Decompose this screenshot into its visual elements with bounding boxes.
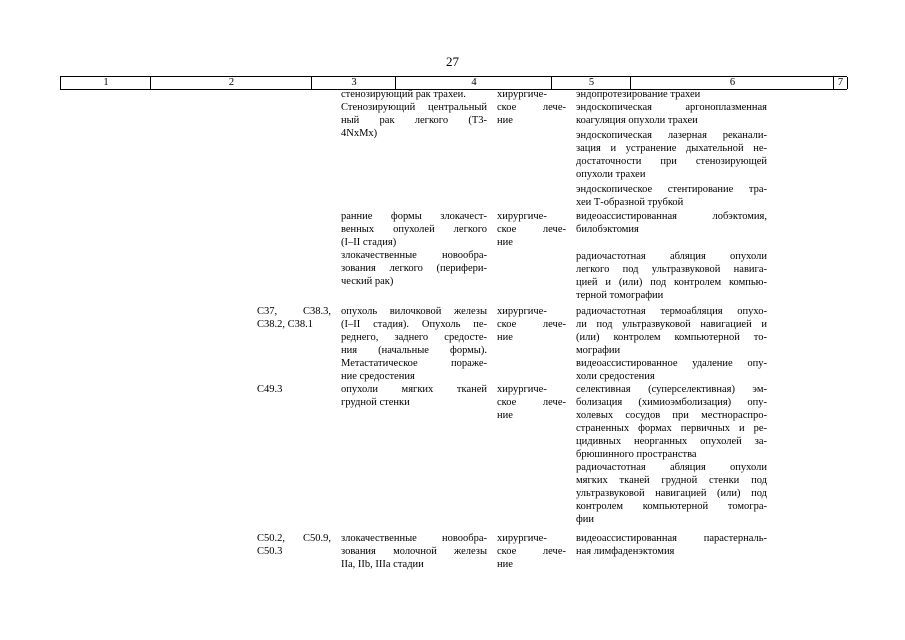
- text-line: C50.3: [257, 545, 283, 557]
- diagnosis-chest-wall-tumor: [341, 384, 487, 410]
- treatment-type: [497, 533, 566, 572]
- method-mediastinal-tumor-removal: [576, 358, 767, 384]
- text-line: видеоассистированная парастерналь-: [576, 533, 767, 544]
- text-line: мографии: [576, 344, 621, 356]
- icd-code-c50: [257, 533, 331, 559]
- text-line: коагуляция опухоли трахеи: [576, 114, 698, 126]
- text-line: грудной стенки: [341, 396, 410, 408]
- method-video-lobectomy: [576, 211, 767, 237]
- text-line: хирургиче-: [497, 384, 547, 395]
- text-line: зования легкого (перифери-: [341, 262, 487, 274]
- icd-code-c49: [257, 384, 331, 397]
- method-thymus-rf-thermoablation: [576, 306, 767, 358]
- text-line: венных опухолей легкого: [341, 223, 487, 235]
- text-line: хирургиче-: [497, 533, 547, 544]
- text-line: ское лече-: [497, 223, 566, 235]
- text-line: ние: [497, 409, 513, 421]
- treatment-type: [497, 211, 566, 250]
- method-lung-rf-ablation: [576, 251, 767, 303]
- text-line: холевых сосудов при местнораспро-: [576, 409, 767, 421]
- treatment-type: [497, 306, 566, 345]
- method-endoscopic-stenting: [576, 184, 767, 210]
- text-line: зования молочной железы: [341, 545, 487, 557]
- text-line: терной томографии: [576, 289, 664, 301]
- treatment-type: [497, 89, 566, 128]
- table-header-row: [60, 76, 847, 90]
- text-line: радиочастотная абляция опухоли: [576, 462, 767, 473]
- text-line: Метастатическое пораже-: [341, 357, 487, 369]
- text-line: C38.2, C38.1: [257, 318, 314, 330]
- text-line: холи средостения: [576, 370, 655, 382]
- text-line: IIa, IIb, IIIa стадии: [341, 558, 424, 570]
- text-line: ское лече-: [497, 101, 566, 113]
- header-cell-4: 4: [395, 77, 552, 89]
- method-selective-embolization: [576, 384, 767, 461]
- text-line: ние средостения: [341, 370, 415, 382]
- header-cell-7: 7: [833, 77, 848, 89]
- text-line: радиочастотная термоабляция опухо-: [576, 306, 767, 317]
- text-line: ли под ультразвуковой навигацией и: [576, 318, 767, 330]
- text-line: ние: [497, 558, 513, 570]
- text-line: C50.2, C50.9,: [257, 533, 331, 544]
- text-line: ние: [497, 114, 513, 126]
- text-line: цией и (или) под контролем компью-: [576, 276, 767, 288]
- text-line: стенозирующий рак трахеи.: [341, 89, 466, 100]
- header-cell-3: 3: [311, 77, 396, 89]
- text-line: Стенозирующий центральный: [341, 101, 487, 113]
- text-line: ское лече-: [497, 318, 566, 330]
- header-cell-6: 6: [630, 77, 834, 89]
- text-line: C37, C38.3,: [257, 306, 331, 317]
- text-line: ское лече-: [497, 545, 566, 557]
- header-cell-2: 2: [150, 77, 312, 89]
- text-line: страненных формах первичных и ре-: [576, 422, 767, 434]
- diagnosis-thymus-tumor: [341, 306, 487, 383]
- text-line: фии: [576, 513, 595, 525]
- text-line: (или) контролем компьютерной то-: [576, 331, 767, 343]
- text-line: ние: [497, 236, 513, 248]
- method-parasternal-lymphadenectomy: [576, 533, 767, 559]
- text-line: эндоскопическое стентирование тра-: [576, 184, 767, 195]
- text-line: опухоли трахеи: [576, 168, 646, 180]
- text-line: злокачественные новообра-: [341, 250, 487, 261]
- text-line: контролем компьютерной томогра-: [576, 500, 767, 512]
- text-line: видеоассистированная лобэктомия,: [576, 211, 767, 222]
- text-line: злокачественные новообра-: [341, 533, 487, 544]
- text-line: видеоассистированное удаление опу-: [576, 358, 767, 369]
- text-line: эндоскопическая аргоноплазменная: [576, 102, 767, 113]
- diagnosis-trachea-cancer: [341, 89, 487, 141]
- header-cell-1: 1: [60, 77, 151, 89]
- text-line: цидивных неорганных опухолей за-: [576, 435, 767, 447]
- method-argon-plasma-coagulation: [576, 102, 767, 128]
- icd-code-c37: [257, 306, 331, 332]
- text-line: ческий рак): [341, 275, 394, 287]
- diagnosis-peripheral-lung-cancer: [341, 250, 487, 289]
- page-number: 27: [446, 54, 459, 69]
- text-line: болизация (химиоэмболизация) опу-: [576, 396, 767, 408]
- text-line: ния (начальные формы).: [341, 344, 487, 356]
- text-line: брюшинного пространства: [576, 448, 697, 460]
- diagnosis-breast-cancer: [341, 533, 487, 572]
- text-line: C49.3: [257, 384, 283, 395]
- method-laser-recanalization: [576, 130, 767, 182]
- header-cell-5: 5: [551, 77, 631, 89]
- text-line: билобэктомия: [576, 223, 639, 235]
- text-line: достаточности при стенозирующей: [576, 155, 767, 167]
- text-line: селективная (суперселективная) эм-: [576, 384, 767, 395]
- treatment-type: [497, 384, 566, 423]
- text-line: ультразвуковой навигацией (или) под: [576, 487, 767, 499]
- method-tracheal-endoprosthesis: [576, 89, 767, 102]
- diagnosis-early-lung-tumors: [341, 211, 487, 250]
- text-line: ское лече-: [497, 396, 566, 408]
- text-line: мягких тканей грудной стенки под: [576, 474, 767, 486]
- text-line: (I–II стадия). Опухоль пе-: [341, 318, 487, 330]
- text-line: эндоскопическая лазерная реканали-: [576, 130, 767, 141]
- text-line: хирургиче-: [497, 89, 547, 100]
- text-line: хирургиче-: [497, 211, 547, 222]
- text-line: ние: [497, 331, 513, 343]
- text-line: (I–II стадия): [341, 236, 397, 248]
- text-line: ная лимфаденэктомия: [576, 545, 675, 557]
- text-line: хеи Т-образной трубкой: [576, 196, 684, 208]
- text-line: 4NxMx): [341, 127, 378, 139]
- text-line: легкого под ультразвуковой навига-: [576, 263, 767, 275]
- text-line: радиочастотная абляция опухоли: [576, 251, 767, 262]
- text-line: эндопротезирование трахеи: [576, 89, 701, 100]
- text-line: опухоль вилочковой железы: [341, 306, 487, 317]
- text-line: зация и устранение дыхательной не-: [576, 142, 767, 154]
- text-line: ный рак легкого (Т3-: [341, 114, 487, 126]
- text-line: опухоли мягких тканей: [341, 384, 487, 395]
- text-line: хирургиче-: [497, 306, 547, 317]
- method-chest-wall-rf-ablation: [576, 462, 767, 527]
- text-line: реднего, заднего средосте-: [341, 331, 487, 343]
- text-line: ранние формы злокачест-: [341, 211, 487, 222]
